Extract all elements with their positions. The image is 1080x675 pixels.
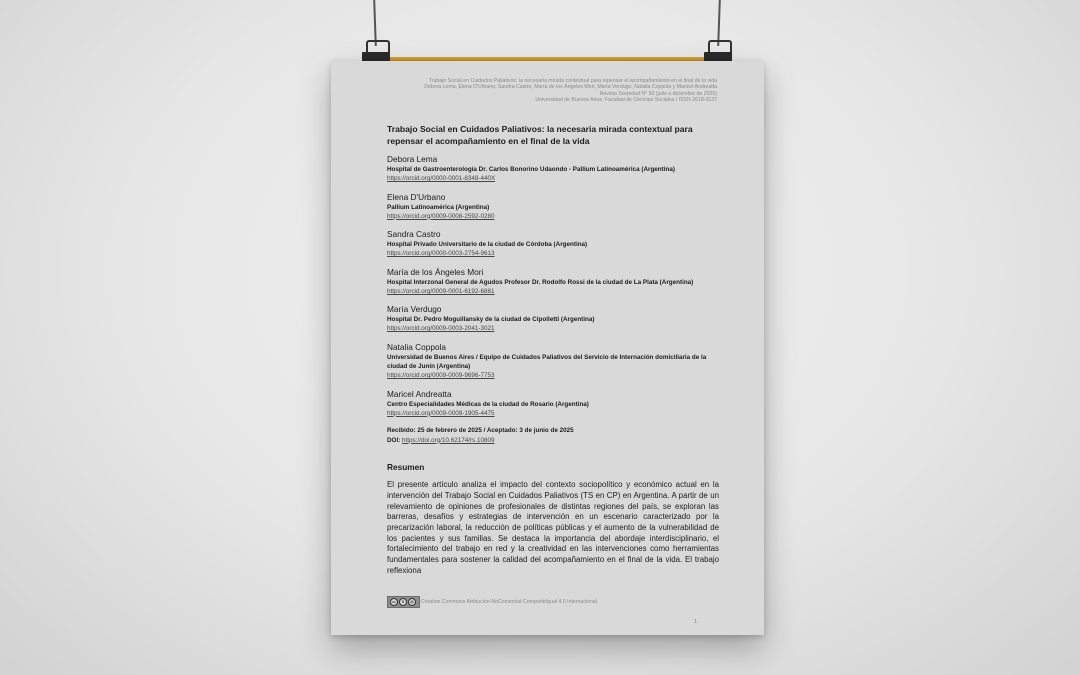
author-affiliation: Pallium Latinoamérica (Argentina) bbox=[387, 203, 490, 211]
author-block bbox=[387, 304, 719, 333]
author-name: Maricel Andreatta bbox=[387, 388, 452, 399]
creative-commons-badge-icon[interactable] bbox=[387, 596, 420, 608]
page-number: 1 bbox=[693, 619, 697, 625]
author-name: Elena D'Urbano bbox=[387, 191, 446, 202]
orcid-link[interactable]: https://orcid.org/0009-0009-1905-4475 bbox=[387, 409, 495, 417]
article-title: Trabajo Social en Cuidados Paliativos: la necesaria mirada contextual para repensar el acompañamiento en el final de la vida bbox=[387, 124, 693, 146]
author-name: Debora Lema bbox=[387, 154, 438, 164]
author-block bbox=[387, 389, 719, 418]
license-footer bbox=[387, 596, 598, 608]
cc-icon: cc bbox=[392, 599, 396, 604]
orcid-link[interactable]: https://orcid.org/0009-0008-2592-0280 bbox=[387, 212, 495, 220]
sharealike-icon: @ bbox=[409, 599, 415, 604]
page-content bbox=[387, 123, 719, 576]
document-page bbox=[331, 61, 764, 635]
author-affiliation: Hospital Dr. Pedro Moguillansky de la ciudad de Cipolletti (Argentina) bbox=[387, 316, 595, 324]
author-block bbox=[387, 192, 719, 221]
author-block bbox=[387, 154, 719, 183]
license-text: Creative Commons Atribución-NoComercial-CompartirIgual 4.0 Internacional. bbox=[421, 599, 599, 605]
orcid-link[interactable]: https://orcid.org/0000-0003-2754-9613 bbox=[387, 250, 495, 258]
orcid-link[interactable]: https://orcid.org/0009-0009-9696-7753 bbox=[387, 372, 495, 380]
header-line: Debora Lema, Elena D'Urbano, Sandra Castro, María de los Ángeles Mori, María Verdugo, Natalia Coppola y Maricel Andreatta bbox=[424, 84, 717, 91]
received-accepted-dates: Recibido: 25 de febrero de 2025 / Aceptado: 3 de junio de 2025 bbox=[387, 427, 574, 435]
header-line: Revista Sociedad N° 50 (julio a diciembre de 2025) bbox=[599, 90, 717, 97]
running-header bbox=[424, 78, 717, 104]
header-line: Universidad de Buenos Aires. Facultad de Ciencias Sociales / ISSN 2618-3137 bbox=[535, 97, 717, 104]
noncommercial-icon: $ bbox=[399, 598, 407, 606]
author-name: Natalia Coppola bbox=[387, 341, 447, 352]
author-block bbox=[387, 342, 719, 380]
doi-link[interactable]: https://doi.org/10.62174/rs.10809 bbox=[402, 436, 495, 444]
doi-line bbox=[387, 436, 719, 446]
author-block bbox=[387, 267, 719, 296]
author-affiliation: Centro Especialidades Médicas de la ciudad de Rosario (Argentina) bbox=[387, 400, 589, 408]
author-affiliation: Hospital Privado Universitario de la ciudad de Córdoba (Argentina) bbox=[387, 241, 588, 249]
orcid-link[interactable]: https://orcid.org/0009-0001-6192-6881 bbox=[387, 287, 495, 295]
abstract-text: El presente artículo analiza el impacto del contexto sociopolítico y económico actual en la intervención del Trabajo Social en Cuidados Paliativos (TS en CP) en Argentina. A partir de un relevamiento de opiniones de profesionales de distintas regiones del país, se exploran las barreras, desafíos y estrategias de intervención en un escenario caracterizado por la precarización laboral, la reducción de políticas públicas y el aumento de la vulnerabilidad de los pacientes y sus familias. Se destaca la importancia del abordaje interdisciplinario, el fortalecimiento del trabajo en red y la creatividad en las intervenciones como herramientas fundamentales para sostener la calidad del acompañamiento en el final de la vida. El trabajo reflexiona bbox=[387, 480, 719, 575]
author-affiliation: Hospital Interzonal General de Agudos Profesor Dr. Rodolfo Rossi de la ciudad de La Plata (Argentina) bbox=[387, 278, 694, 286]
author-block bbox=[387, 229, 719, 258]
author-name: María Verdugo bbox=[387, 304, 442, 315]
author-name: María de los Ángeles Mori bbox=[387, 266, 484, 277]
orcid-link[interactable]: https://orcid.org/0000-0001-8348-440X bbox=[387, 175, 496, 183]
author-affiliation: Hospital de Gastroenterología Dr. Carlos Bonorino Udaondo - Pallium Latinoamérica (Argentina) bbox=[387, 166, 675, 173]
author-affiliation: Universidad de Buenos Aires / Equipo de Cuidados Paliativos del Servicio de Internación domiciliaria de la ciudad de Junín (Argentina) bbox=[387, 353, 707, 370]
abstract-heading: Resumen bbox=[387, 462, 425, 473]
doi-label: DOI: bbox=[387, 436, 401, 444]
header-line: Trabajo Social en Cuidados Paliativos: la necesaria mirada contextual para repensar el acompañamiento en el final de la vida bbox=[428, 78, 717, 84]
orcid-link[interactable]: https://orcid.org/0009-0003-2041-3021 bbox=[387, 325, 495, 333]
author-name: Sandra Castro bbox=[387, 229, 441, 240]
